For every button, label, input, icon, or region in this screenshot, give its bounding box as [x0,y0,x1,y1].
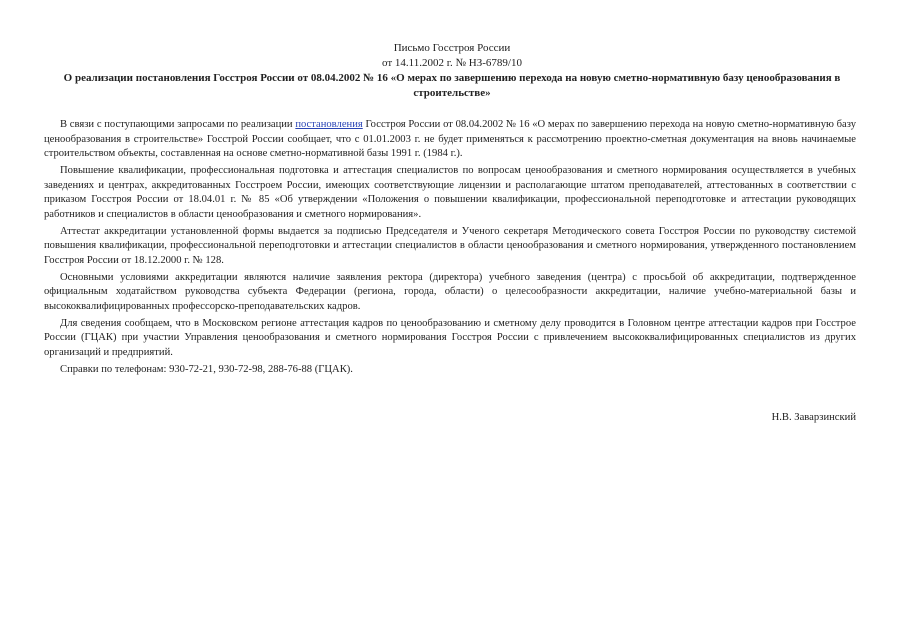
paragraph-1-start: В связи с поступающими запросами по реализации [60,119,296,130]
paragraph-5: Для сведения сообщаем, что в Московском регионе аттестация кадров по ценообразованию и сметному делу проводится в Головном центре аттестации кадров при Госстрое России (ГЦАК) при участии Управления ценообразования и сметного нормирования Госстроя России с привлечением высококвалифицированных специалистов из других организаций и предприятий. [44,317,856,358]
paragraph-3: Аттестат аккредитации установленной формы выдается за подписью Председателя и Ученого секретаря Методического совета Госстроя России по руководству системой повышения квалификации, профессиональной переподготовки и аттестации специалистов в области ценообразования и сметного нормирования, утвержденного постановлением Госстроя России от 18.12.2000 г. № 128. [44,225,856,266]
document-title: О реализации постановления Госстроя России от 08.04.2002 № 16 «О мерах по завершению перехода на новую сметно-нормативную базу ценообразования в строительстве» [63,72,841,99]
letter-type: Письмо Госстроя России [393,42,511,54]
document-body [44,118,856,380]
paragraph-2: Повышение квалификации, профессиональная подготовка и аттестация специалистов по вопросам ценообразования и сметного нормирования осуществляется в учебных заведениях и центрах, аккредитованных Госстроем России, имеющих соответствующие лицензии и располагающие штатом преподавателей, аттестованных в соответствии с приказом Госстроя России от 18.04.01 г. № 85 «Об утверждении «Положения о повышении квалификации, профессиональной переподготовке и аттестации руководящих работников и специалистов в области ценообразования и сметного нормирования». [44,165,856,220]
paragraph-contacts: Справки по телефонам: 930-72-21, 930-72-98, 288-76-88 (ГЦАК). [60,363,353,375]
signature: Н.В. Заварзинский [771,412,856,423]
decree-link[interactable]: постановления [295,119,363,130]
paragraph-1-end: Госстроя России от 08.04.2002 № 16 «О мерах по завершению перехода на новую сметно-нормативную базу ценообразования в строительстве» Госстрой России сообщает, что с 01.01.2003 г. не будет применяться к рассмотрению проектно-сметная документация на вновь начинаемые строительством объекты, составленная на основе сметно-нормативной базы 1991 г. (1984 г.). [44,119,856,159]
document-header [0,41,904,70]
letter-date-number: от 14.11.2002 г. № НЗ-6789/10 [382,56,522,69]
paragraph-1 [44,118,856,162]
paragraph-4: Основными условиями аккредитации являются наличие заявления ректора (директора) учебного заведения (центра) с просьбой об аккредитации, подтвержденное официальным ходатайством руководства субъекта Федерации (региона, города, области) о целесообразности аккредитации, наличие учебно-материальной базы и высококвалифицированных профессорско-преподавательских кадров. [44,271,856,312]
